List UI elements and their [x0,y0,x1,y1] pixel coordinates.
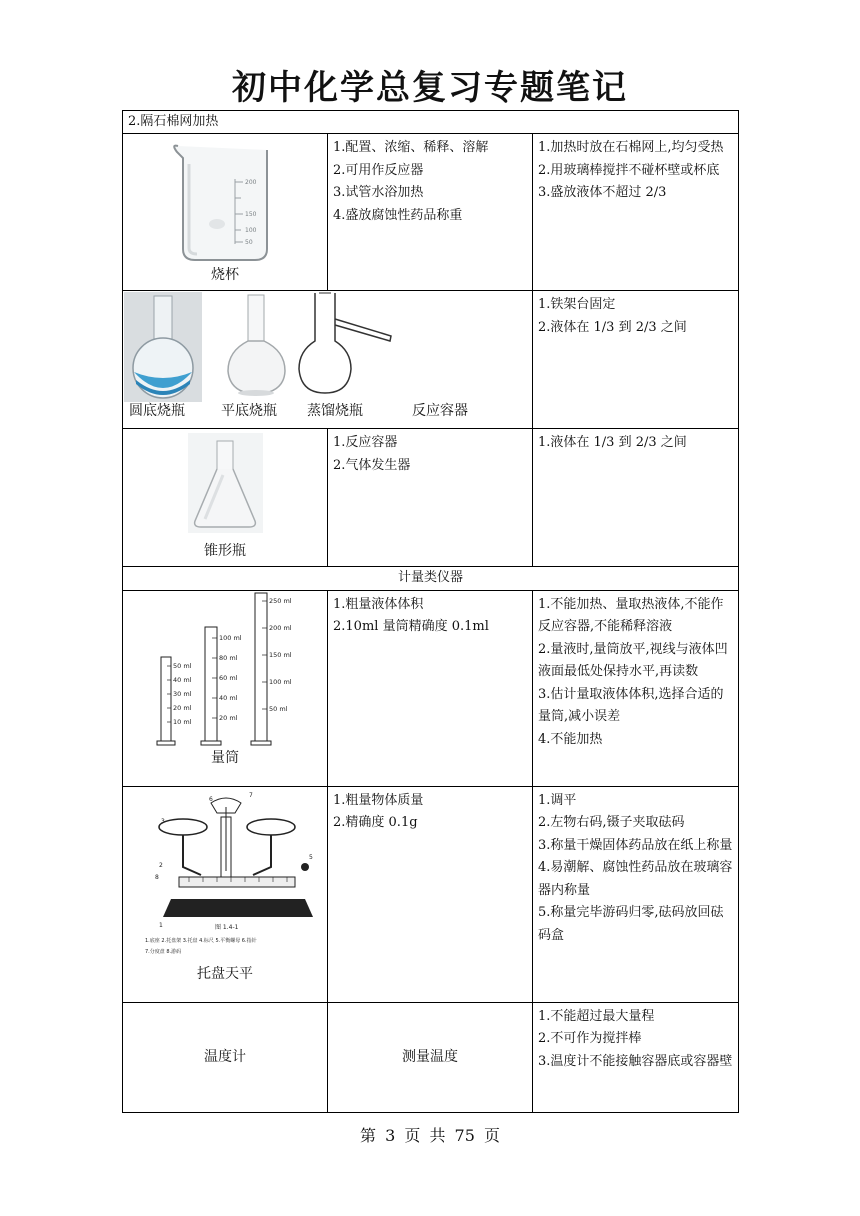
conical-flask-image-cell [123,429,328,567]
balance-image-cell [123,786,328,1002]
distilling-flask-caption: 蒸馏烧瓶 [307,402,363,419]
round-bottom-flask-caption: 圆底烧瓶 [129,402,185,419]
balance-use-2: 2.精确度 0.1g [333,815,418,830]
small-mark-50: 50 ml [173,661,192,670]
thermometer-notes [533,1002,739,1112]
balance-legend-line1: 1.底座 2.托盘架 3.托盘 4.标尺 5.平衡螺母 6.指针 [145,937,257,944]
cylinder-uses [328,590,533,786]
thermometer-use: 测量温度 [328,1002,533,1112]
conical-use-1: 1.反应容器 [333,435,398,450]
conical-note-1: 1.液体在 1/3 到 2/3 之间 [538,435,687,450]
beaker-use-3: 3.试管水浴加热 [333,185,424,200]
cylinder-note-3: 3.估计量取液体体积,选择合适的量筒,减小误差 [538,686,724,724]
svg-text:8: 8 [155,873,159,881]
small-mark-40: 40 ml [173,675,192,684]
beaker-note-1: 1.加热时放在石棉网上,均匀受热 [538,140,724,155]
balance-uses [328,786,533,1002]
beaker-mark-100: 100 [245,227,257,234]
svg-text:6: 6 [209,795,213,803]
flasks-note-1: 1.铁架台固定 [538,297,616,312]
balance-note-1: 1.调平 [538,792,577,808]
svg-text:5: 5 [309,853,313,861]
thermometer-row [123,1002,739,1112]
balance-notes [533,786,739,1002]
cylinder-image-cell [123,590,328,786]
beaker-use-4: 4.盛放腐蚀性药品称重 [333,207,463,223]
balance-figure-label: 图 1.4-1 [215,923,239,931]
large-mark-250: 250 ml [269,596,292,605]
cylinder-notes [533,590,739,786]
beaker-mark-150: 150 [245,211,257,218]
cylinder-caption: 量筒 [211,750,239,766]
beaker-mark-50: 50 [245,239,253,246]
svg-text:3: 3 [161,817,165,825]
conical-flask-row [123,429,739,567]
balance-note-5: 5.称量完毕游码归零,砝码放回砝码盒 [538,905,724,943]
balance-note-2: 2.左物右码,镊子夹取砝码 [538,815,685,830]
conical-flask-uses [328,429,533,567]
beaker-notes [533,134,739,291]
page-footer: 第 3 页 共 75 页 [360,1126,500,1145]
balance-caption: 托盘天平 [197,966,253,982]
cylinder-note-4: 4.不能加热 [538,731,603,747]
balance-row [123,786,739,1002]
round-bottom-flask-photo [124,292,202,402]
cylinder-note-2: 2.量液时,量筒放平,视线与液体凹液面最低处保持水平,再读数 [538,641,728,679]
cylinder-note-1: 1.不能加热、量取热液体,不能作反应容器,不能稀释溶液 [538,596,724,634]
flat-bottom-flask-caption: 平底烧瓶 [221,402,277,419]
flasks-note-2: 2.液体在 1/3 到 2/3 之间 [538,319,687,335]
beaker-uses [328,134,533,291]
header-row [123,111,739,134]
beaker-note-3: 3.盛放液体不超过 2/3 [538,185,667,200]
balance-note-4: 4.易潮解、腐蚀性药品放在玻璃容器内称量 [538,860,733,898]
thermometer-note-1: 1.不能超过最大量程 [538,1008,655,1024]
svg-text:7: 7 [249,791,253,799]
section-title: 计量类仪器 [123,567,739,591]
beaker-caption: 烧杯 [211,266,239,283]
thermometer-name: 温度计 [123,1002,328,1112]
instrument-table [122,110,739,1113]
flasks-row [123,291,739,429]
cylinder-use-2: 2.10ml 量筒精确度 0.1ml [333,619,489,634]
beaker-image-cell [123,134,328,291]
thermometer-note-3: 3.温度计不能接触容器底或容器壁 [538,1053,733,1069]
flasks-notes [533,291,739,429]
thermometer-note-2: 2.不可作为搅拌棒 [538,1031,642,1046]
page-title: 初中化学总复习专题笔记 [232,68,628,108]
beaker-row [123,134,739,291]
reaction-vessel-caption: 反应容器 [412,402,468,419]
conical-flask-caption: 锥形瓶 [204,542,246,559]
small-mark-10: 10 ml [173,717,192,726]
mid-mark-100: 100 ml [219,633,242,642]
balance-use-1: 1.粗量物体质量 [333,792,424,808]
beaker-note-2: 2.用玻璃棒搅拌不碰杯壁或杯底 [538,162,720,178]
large-mark-100: 100 ml [269,677,292,686]
beaker-use-1: 1.配置、浓缩、稀释、溶解 [333,140,489,155]
beaker-mark-200: 200 [245,179,257,186]
mid-mark-40: 40 ml [219,693,238,702]
small-mark-30: 30 ml [173,689,192,698]
header-cell: 2.隔石棉网加热 [123,111,739,134]
large-mark-50: 50 ml [269,704,288,713]
mid-mark-80: 80 ml [219,653,238,662]
balance-note-3: 3.称量干燥固体药品放在纸上称量 [538,837,733,853]
flasks-image-cell [123,291,533,429]
conical-flask-notes [533,429,739,567]
cylinder-use-1: 1.粗量液体体积 [333,596,424,612]
svg-text:2: 2 [159,861,163,869]
distilling-flask-drawing [295,291,395,401]
beaker-use-2: 2.可用作反应器 [333,162,424,178]
svg-text:1: 1 [159,921,163,929]
section-row [123,567,739,591]
flat-bottom-flask-photo [218,293,296,398]
large-mark-200: 200 ml [269,623,292,632]
balance-legend-line2: 7.分度盘 8.游码 [145,948,182,955]
large-mark-150: 150 ml [269,650,292,659]
small-mark-20: 20 ml [173,703,192,712]
mid-mark-20: 20 ml [219,713,238,722]
conical-use-2: 2.气体发生器 [333,457,411,473]
mid-mark-60: 60 ml [219,673,238,682]
cylinder-row [123,590,739,786]
